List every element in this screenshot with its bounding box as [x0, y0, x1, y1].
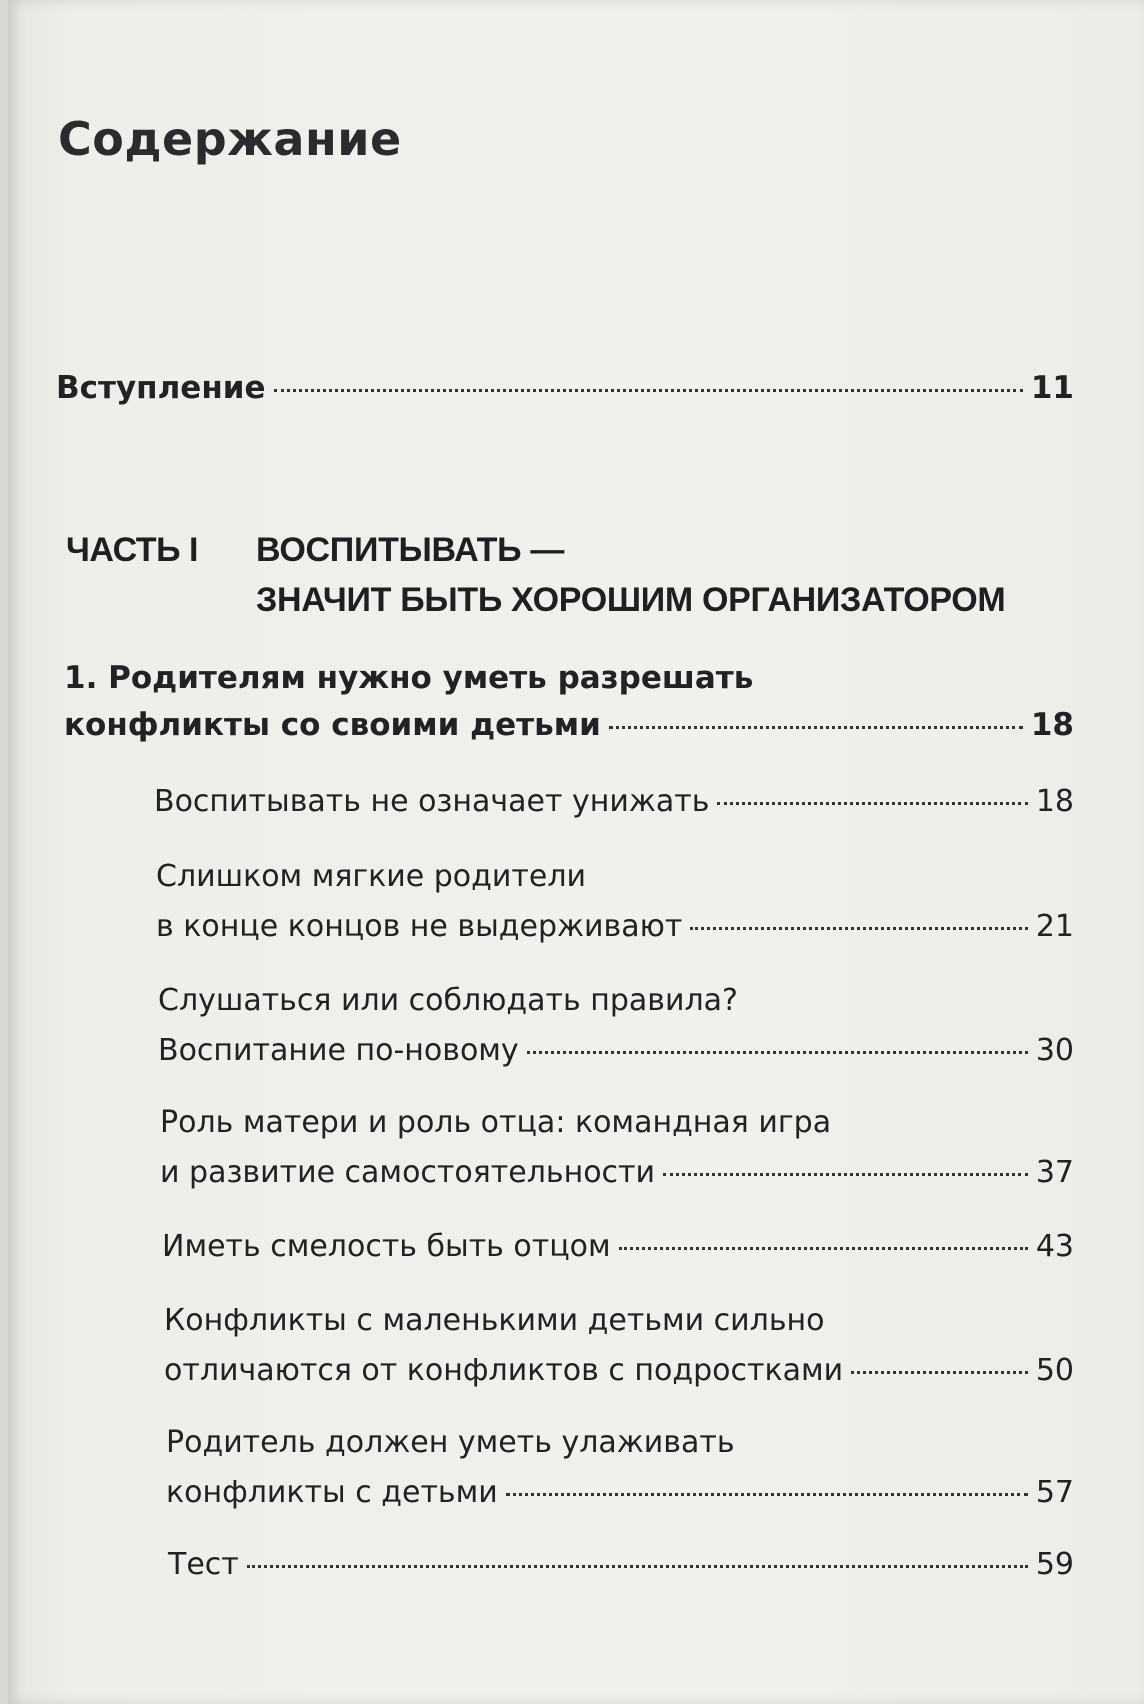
toc-entry-title: Вступление	[56, 370, 266, 406]
leader-dots	[274, 389, 1023, 392]
leader-dots	[619, 1247, 1028, 1250]
leader-dots	[506, 1493, 1028, 1496]
toc-entry-intro	[56, 365, 1074, 412]
leader-dots	[663, 1173, 1028, 1176]
leader-dots	[527, 1051, 1028, 1054]
leader-dots	[851, 1371, 1028, 1374]
toc-entry-section	[158, 976, 1074, 1076]
toc-entry-title: Роль матери и роль отца: командная игра	[160, 1105, 832, 1140]
toc-page-number: 18	[1035, 784, 1074, 819]
toc-entry-section	[168, 1540, 1074, 1590]
toc-entry-section	[162, 1222, 1074, 1272]
show-through-texture	[428, 120, 988, 156]
toc-page-number: 11	[1030, 370, 1074, 406]
toc-entry-chapter	[64, 655, 1074, 749]
leader-dots	[690, 927, 1027, 930]
toc-entry-title: Родитель должен уметь улаживать	[166, 1425, 735, 1460]
toc-entry-section	[160, 1098, 1074, 1198]
leader-dots	[717, 802, 1027, 805]
toc-entry-title: конфликты с детьми	[166, 1475, 498, 1510]
toc-entry-section	[154, 777, 1074, 827]
book-page	[8, 0, 1144, 1704]
toc-page-number: 18	[1030, 707, 1074, 743]
toc-entry-title: и развитие самостоятельности	[160, 1155, 656, 1190]
toc-entry-title: Слушаться или соблюдать правила?	[158, 983, 738, 1018]
toc-page-number: 43	[1035, 1229, 1074, 1264]
toc-entry-title: Конфликты с маленькими детьми сильно	[164, 1303, 825, 1338]
toc-entry-section	[164, 1296, 1074, 1396]
toc-entry-title: Слишком мягкие родители	[156, 859, 587, 894]
part-title	[256, 525, 1005, 625]
toc-title: Содержание	[58, 112, 402, 166]
leader-dots	[247, 1565, 1028, 1568]
toc-entry-title: Воспитывать не означает унижать	[154, 784, 710, 819]
toc-entry-title: Тест	[168, 1547, 239, 1582]
toc-entry-title: конфликты со своими детьми	[64, 707, 601, 743]
toc-entry-title: Воспитание по-новому	[158, 1033, 519, 1068]
toc-entry-title: 1. Родителям нужно уметь разрешать	[64, 660, 754, 696]
toc-page-number: 30	[1035, 1033, 1074, 1068]
part-label: ЧАСТЬ I	[66, 531, 198, 569]
toc-entry-title: в конце концов не выдерживают	[156, 909, 683, 944]
part-title-line: ЗНАЧИТ БЫТЬ ХОРОШИМ ОРГАНИЗАТОРОМ	[256, 581, 1006, 619]
part-heading	[66, 525, 1005, 625]
leader-dots	[609, 726, 1023, 729]
toc-page-number: 37	[1035, 1155, 1074, 1190]
part-title-line: ВОСПИТЫВАТЬ —	[256, 531, 565, 569]
toc-entry-title: отличаются от конфликтов с подростками	[164, 1353, 844, 1388]
toc-page-number: 59	[1035, 1547, 1074, 1582]
toc-page-number: 50	[1035, 1353, 1074, 1388]
toc-page-number: 21	[1035, 909, 1074, 944]
toc-entry-section	[166, 1418, 1074, 1518]
toc-entry-title: Иметь смелость быть отцом	[162, 1229, 611, 1264]
toc-entry-section	[156, 852, 1074, 952]
toc-page-number: 57	[1035, 1475, 1074, 1510]
